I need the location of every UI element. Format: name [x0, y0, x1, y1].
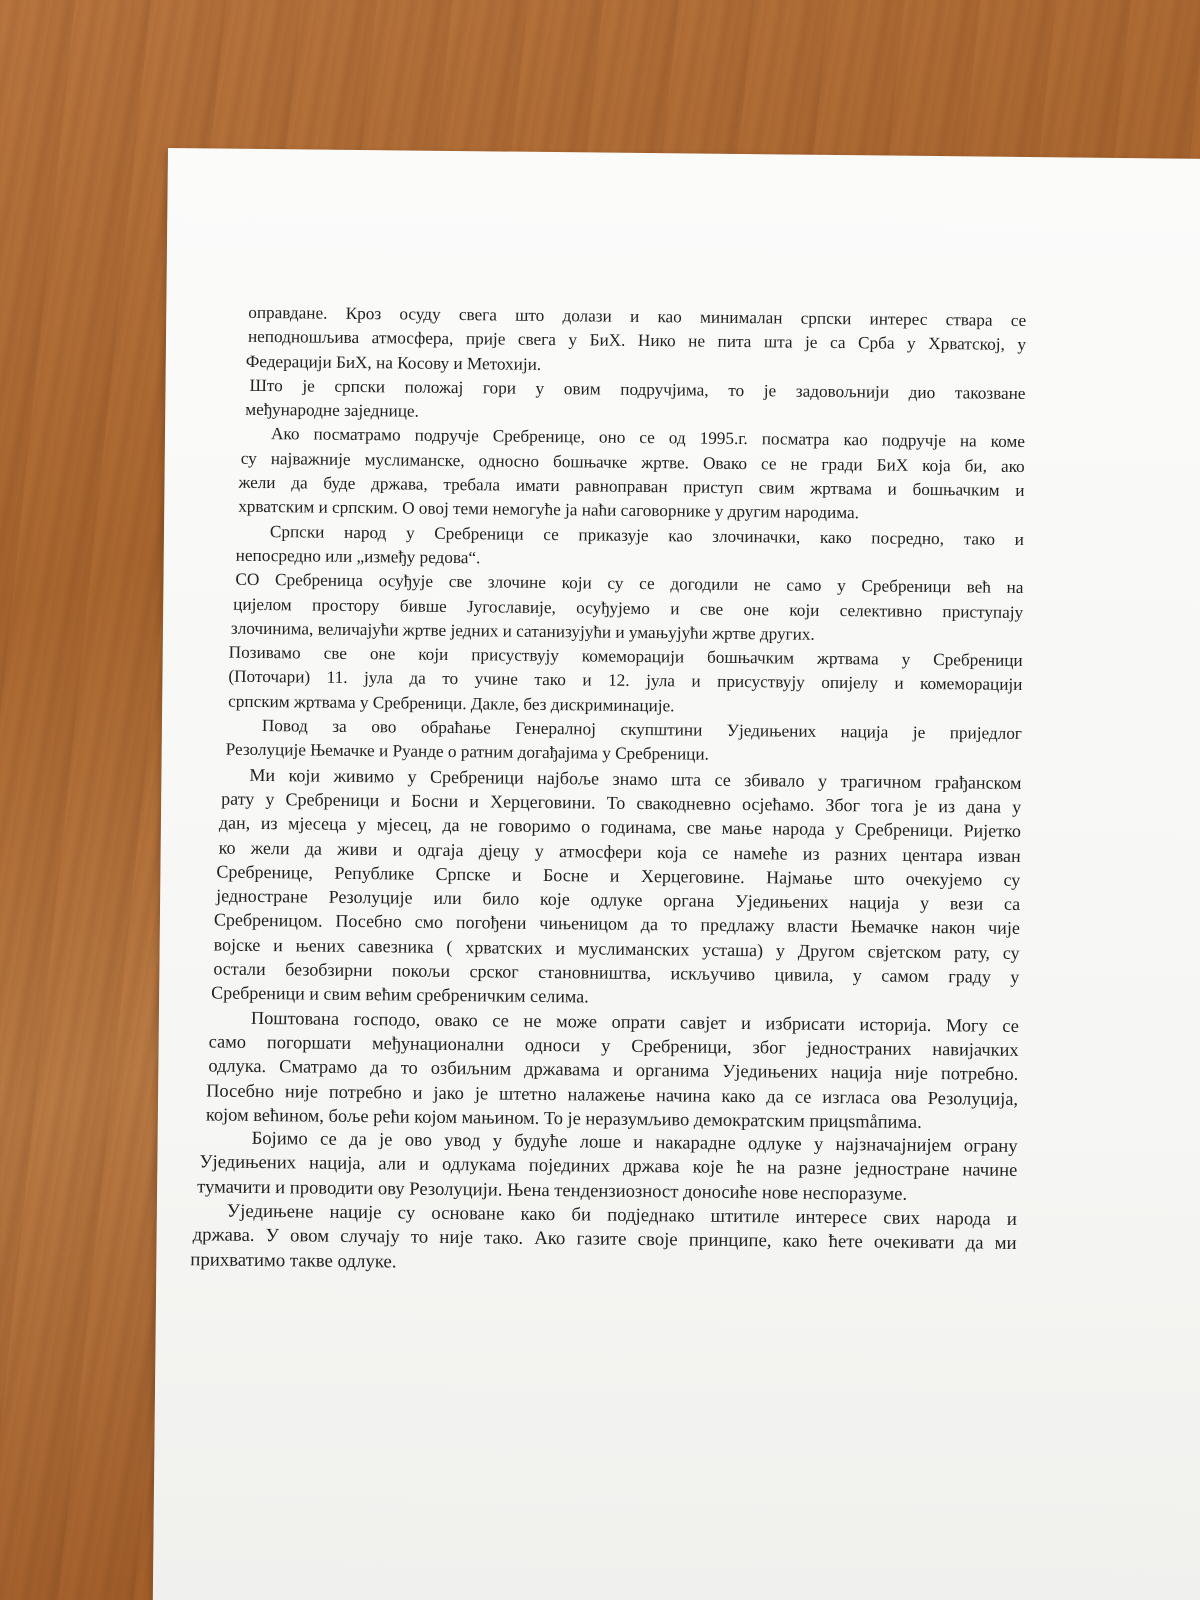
text-line: Бојимо се да је ово увод у будуће лоше и накарадне одлуке у најзначајнијем ограну: [251, 1128, 1018, 1158]
text-line: једностране Резолуције или било које одлуке органа Уједињених нација у вези са: [216, 885, 1021, 915]
text-line: остали безобзирни покољи срског становништва, искључиво цивила, у самом граду у: [213, 958, 1020, 987]
text-line: (Поточари) 11. јула да то учине тако и 12. јула и присуствују опијелу и комеморацији: [228, 667, 1023, 695]
text-line: којом већином, боље рећи којом мањином. То је неразумљиво демократским прицsmåпима.: [205, 1104, 922, 1132]
text-line: цијелом простору бивше Југославије, осуђујемо и све оне који селективно приступају: [233, 594, 1024, 622]
text-line: неподношљива атмосфера, прије свега у БиХ. Нико не пита шта је са Срба у Хрватској, у: [247, 327, 1027, 355]
document-body: [190, 301, 1027, 1281]
text-line: Ако посматрамо подручје Сребренице, оно се од 1995.г. посматра као подручје на коме: [270, 424, 1026, 452]
text-line: Што је српски положај гори у овим подручјима, то је задовољнији дио такозване: [249, 375, 1026, 403]
text-line: само погоршати међунационални односи у Сребреници, због једностраних навијачких: [208, 1031, 1019, 1060]
text-line: српским жртвама у Сребреници. Дакле, без дискриминације.: [228, 691, 675, 716]
text-line: Уједињених нација, али и одлукама појединих држава које ће на разне једностране начине: [199, 1151, 1018, 1182]
text-line: прихватимо такве одлуке.: [190, 1248, 397, 1273]
text-line: војске и њених савезника ( хрватских и муслиманских усташа) у Другом свјетском рату, су: [213, 934, 1020, 963]
text-line: жели да буде држава, требала имати равноправан приступ свим жртвама и бошњачким и: [238, 472, 1025, 501]
text-line: Сребреници и свим већим сребреничким селима.: [211, 982, 589, 1007]
text-line: Повод за ово обраћање Генералној скупштини Уједињених нација је приједлог: [261, 716, 1023, 744]
paper-sheet: [152, 148, 1200, 1600]
text-line: међународне заједнице.: [245, 400, 420, 421]
text-line: хрватским и српским. О овој теми немогуће ја наћи саговорнике у другим народима.: [238, 497, 860, 523]
text-line: злочинима, величајући жртве једних и сатанизујући и умањујући жртве других.: [230, 618, 815, 644]
text-line: дан, из мјесеца у мјесец, да не говоримо о годинама, све мање народа у Сребреници. Ријетко: [218, 812, 1021, 842]
text-line: СО Сребреница осуђује све злочине који су се догодили не само у Сребреници већ на: [235, 569, 1024, 598]
text-line: непосредно или „између редова“.: [235, 545, 481, 568]
text-line: Ми који живимо у Сребреници најбоље знамо шта се збивало у трагичном грађанском: [249, 764, 1022, 793]
text-line: тумачити и проводити ову Резолуцији. Њена тендензиозност доносиће нове неспоразуме.: [197, 1176, 908, 1205]
text-line: Српски народ у Сребреници се приказује као злочиначки, како посредно, тако и: [269, 521, 1025, 549]
text-line: су најважније муслиманске, односно бошњачке жртве. Овако се не гради БиХ која би, ако: [240, 448, 1025, 476]
text-line: Сребреницом. Посебно смо погођени чињеницом да то предлажу власти Њемачке након чије: [213, 909, 1020, 939]
text-line: Резолуције Њемачке и Руанде о ратним догађајима у Сребреници.: [225, 739, 709, 765]
text-line: Позивамо све оне који присуствују комеморацији бошњачким жртвама у Сребреници: [228, 642, 1023, 671]
text-line: Уједињене нације су основане како би подједнако штитиле интересе свих народа и: [226, 1200, 1017, 1230]
text-line: ко жели да живи и одгаја дјецу у атмосфери која се намеће из разних центара изван: [218, 837, 1021, 866]
text-line: одлука. Сматрамо да то озбиљним државама и органима Уједињених нација није потребно.: [208, 1055, 1019, 1085]
text-line: рату у Сребреници и Босни и Херцеговини. То свакодневно осјећамо. Због тога је из дана у: [221, 788, 1022, 817]
text-line: Федерацији БиХ, на Косову и Метохији.: [245, 351, 542, 374]
text-line: Сребренице, Републике Српске и Босне и Херцеговине. Најмање што очекујемо су: [216, 861, 1021, 890]
text-line: држава. У овом случају то није тако. Ако газите своје принципе, како ћете очекивати да ми: [192, 1224, 1017, 1255]
text-line: Поштована господо, овако се не може опрати савјет и избрисати историја. Могу се: [250, 1007, 1019, 1036]
text-line: Посебно није потребно и јако је штетно налажење начина како да се изгласа ова Резолуција,: [206, 1079, 1019, 1109]
text-line: оправдане. Кроз осуду свега што долази и као минималан српски интерес ствара се: [248, 302, 1027, 330]
